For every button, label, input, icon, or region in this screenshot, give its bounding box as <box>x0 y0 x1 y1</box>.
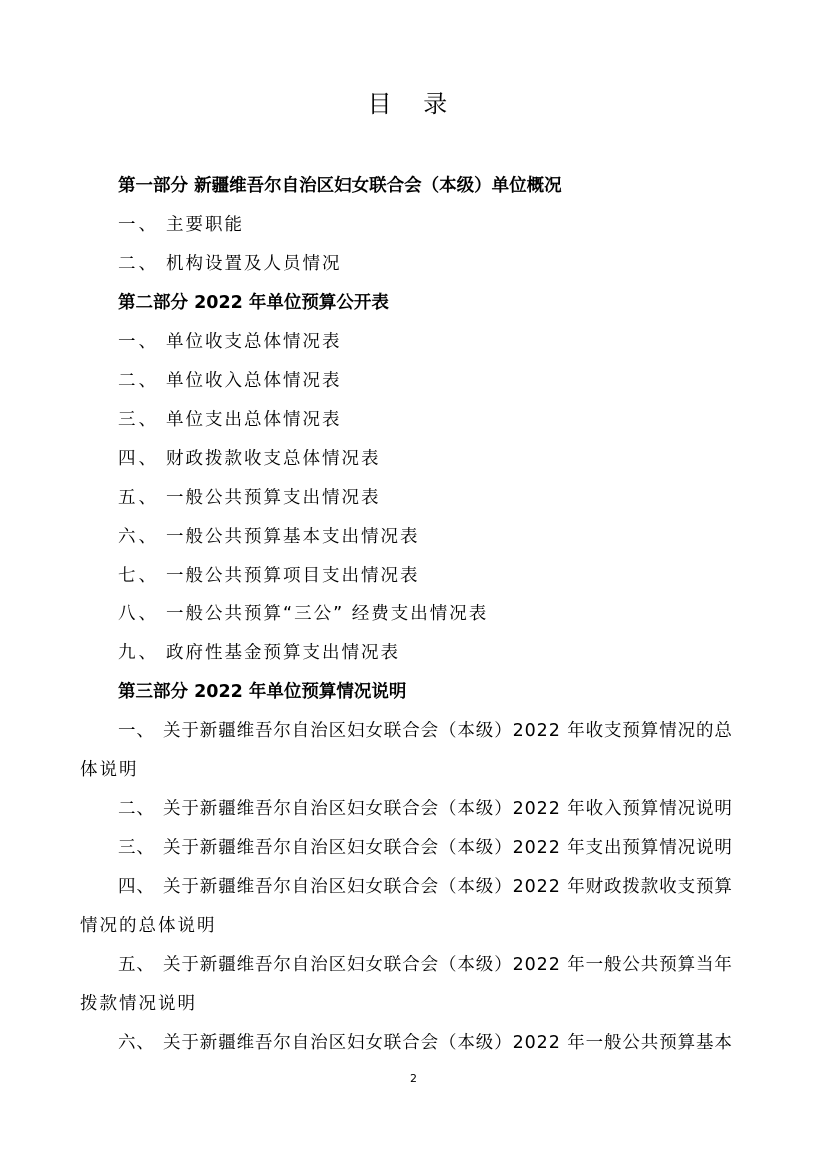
toc-item <box>118 641 400 665</box>
toc-item-number: 五、 <box>118 488 159 508</box>
toc-item-continuation: 体说明 <box>80 760 139 780</box>
toc-item-number: 八、 <box>118 604 159 624</box>
toc-item <box>118 330 342 354</box>
toc-item <box>118 213 244 237</box>
page-title: 目 录 <box>367 90 460 118</box>
toc-item <box>118 1031 733 1055</box>
toc-item-text: 一般公共预算基本支出情况表 <box>166 527 420 547</box>
toc-item-text: 政府性基金预算支出情况表 <box>166 643 400 663</box>
toc-item-continuation: 情况的总体说明 <box>80 916 217 936</box>
toc-item-text: 一般公共预算项目支出情况表 <box>166 566 420 586</box>
toc-item-number: 一、 <box>118 721 155 741</box>
toc-item-text: 关于新疆维吾尔自治区妇女联合会（本级）2022 年一般公共预算基本 <box>163 1033 733 1053</box>
toc-item-text: 一般公共预算“三公” 经费支出情况表 <box>166 604 489 624</box>
toc-item-text: 一般公共预算支出情况表 <box>166 488 381 508</box>
toc-item-number: 五、 <box>118 955 155 975</box>
toc-item <box>118 602 488 626</box>
part2-heading: 第二部分 2022 年单位预算公开表 <box>118 293 389 313</box>
toc-item-continuation: 拨款情况说明 <box>80 994 197 1014</box>
toc-item-text: 单位收支总体情况表 <box>166 332 342 352</box>
toc-item <box>118 719 733 743</box>
toc-item-number: 三、 <box>118 410 159 430</box>
toc-item-text: 关于新疆维吾尔自治区妇女联合会（本级）2022 年支出预算情况说明 <box>163 838 733 858</box>
toc-item <box>118 486 381 510</box>
toc-item-number: 四、 <box>118 877 155 897</box>
toc-item <box>118 797 733 821</box>
toc-item-text: 关于新疆维吾尔自治区妇女联合会（本级）2022 年收入预算情况说明 <box>163 799 733 819</box>
toc-item-text: 主要职能 <box>166 215 244 235</box>
toc-item-number: 三、 <box>118 838 155 858</box>
part3-heading: 第三部分 2022 年单位预算情况说明 <box>118 682 407 702</box>
toc-item-text: 单位收入总体情况表 <box>166 371 342 391</box>
toc-item <box>118 836 733 860</box>
toc-item <box>118 369 342 393</box>
page-number: 2 <box>410 1072 417 1085</box>
toc-item <box>118 564 420 588</box>
toc-item-text: 关于新疆维吾尔自治区妇女联合会（本级）2022 年收支预算情况的总 <box>163 721 733 741</box>
toc-item-number: 四、 <box>118 449 159 469</box>
toc-item <box>118 252 342 276</box>
toc-item-number: 二、 <box>118 254 159 274</box>
toc-item <box>118 408 342 432</box>
toc-item-number: 九、 <box>118 643 159 663</box>
toc-item-text: 单位支出总体情况表 <box>166 410 342 430</box>
toc-item-text: 机构设置及人员情况 <box>166 254 342 274</box>
toc-item-number: 七、 <box>118 566 159 586</box>
toc-item <box>118 447 381 471</box>
toc-item-text: 关于新疆维吾尔自治区妇女联合会（本级）2022 年财政拨款收支预算 <box>163 877 733 897</box>
toc-item <box>118 875 733 899</box>
toc-item-number: 一、 <box>118 215 159 235</box>
toc-item-number: 一、 <box>118 332 159 352</box>
toc-item <box>118 525 420 549</box>
toc-item-number: 二、 <box>118 799 155 819</box>
toc-item-number: 六、 <box>118 1033 155 1053</box>
toc-item-number: 二、 <box>118 371 159 391</box>
part1-heading: 第一部分 新疆维吾尔自治区妇女联合会（本级）单位概况 <box>118 176 562 196</box>
toc-item <box>118 953 733 977</box>
toc-item-text: 关于新疆维吾尔自治区妇女联合会（本级）2022 年一般公共预算当年 <box>163 955 733 975</box>
toc-item-text: 财政拨款收支总体情况表 <box>166 449 381 469</box>
toc-item-number: 六、 <box>118 527 159 547</box>
